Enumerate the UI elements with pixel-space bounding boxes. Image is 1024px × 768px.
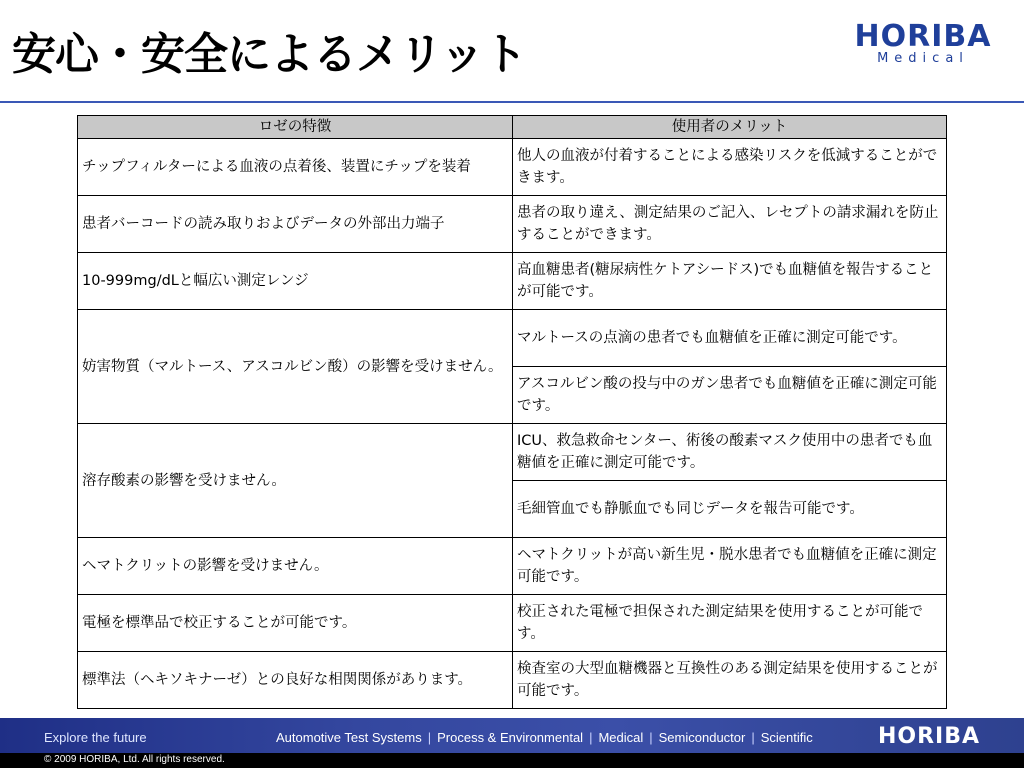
feature-cell: 10-999mg/dLと幅広い測定レンジ: [78, 253, 513, 310]
nav-separator: |: [589, 730, 593, 745]
footer-band: [0, 718, 1024, 753]
header-feature: ロゼの特徴: [78, 116, 513, 139]
benefit-cell: 高血糖患者(糖尿病性ケトアシードス)でも血糖値を報告することが可能です。: [513, 253, 947, 310]
footer-nav-item-automotive[interactable]: Automotive Test Systems: [276, 730, 422, 745]
feature-cell: 患者バーコードの読み取りおよびデータの外部出力端子: [78, 196, 513, 253]
page-title: 安心・安全によるメリット: [12, 29, 527, 80]
feature-cell: チップフィルターによる血液の点着後、装置にチップを装着: [78, 139, 513, 196]
table-row: [78, 538, 947, 595]
footer-nav-item-semiconductor[interactable]: Semiconductor: [658, 730, 746, 745]
table-row: [78, 424, 947, 481]
benefit-cell: マルトースの点滴の患者でも血糖値を正確に測定可能です。: [513, 310, 947, 367]
horiba-medical-logo: [848, 19, 998, 66]
feature-cell: 溶存酸素の影響を受けません。: [78, 424, 513, 538]
benefit-cell: ヘマトクリットが高い新生児・脱水患者でも血糖値を正確に測定可能です。: [513, 538, 947, 595]
table-row: [78, 196, 947, 253]
table-row: [78, 139, 947, 196]
footer-nav-item-process[interactable]: Process & Environmental: [437, 730, 584, 745]
footer-tagline: Explore the future: [44, 730, 147, 745]
table-row: [78, 652, 947, 709]
footer-horiba-logo: HORIBA: [877, 724, 980, 749]
nav-separator: |: [427, 730, 432, 745]
feature-cell: 標準法（ヘキソキナーゼ）との良好な相関関係があります。: [78, 652, 513, 709]
table-row: [78, 310, 947, 367]
benefit-cell: アスコルビン酸の投与中のガン患者でも血糖値を正確に測定可能です。: [513, 367, 947, 424]
feature-cell: ヘマトクリットの影響を受けません。: [78, 538, 513, 595]
nav-separator: |: [649, 730, 653, 745]
footer-copyright-bar: [0, 753, 1024, 768]
header-benefit: 使用者のメリット: [513, 116, 947, 139]
nav-separator: |: [751, 730, 755, 745]
benefit-cell: 検査室の大型血糖機器と互換性のある測定結果を使用することが可能です。: [513, 652, 947, 709]
feature-benefit-table: [77, 115, 947, 709]
table-row: [78, 253, 947, 310]
footer-nav-item-medical[interactable]: Medical: [598, 730, 644, 745]
title-divider: [0, 101, 1024, 103]
benefit-cell: 毛細管血でも静脈血でも同じデータを報告可能です。: [513, 481, 947, 538]
benefit-cell: 校正された電極で担保された測定結果を使用することが可能です。: [513, 595, 947, 652]
copyright-text: © 2009 HORIBA, Ltd. All rights reserved.: [44, 754, 225, 765]
footer-nav-item-scientific[interactable]: Scientific: [760, 730, 813, 745]
logo-brand: HORIBA: [854, 19, 992, 54]
table-row: [78, 595, 947, 652]
footer-nav: [276, 730, 813, 745]
feature-cell: 電極を標準品で校正することが可能です。: [78, 595, 513, 652]
benefit-cell: 患者の取り違え、測定結果のご記入、レセプトの請求漏れを防止することができます。: [513, 196, 947, 253]
feature-cell: 妨害物質（マルトース、アスコルビン酸）の影響を受けません。: [78, 310, 513, 424]
benefit-cell: ICU、救急救命センター、術後の酸素マスク使用中の患者でも血糖値を正確に測定可能です。: [513, 424, 947, 481]
benefit-cell: 他人の血液が付着することによる感染リスクを低減することができます。: [513, 139, 947, 196]
logo-sub: Medical: [877, 51, 969, 66]
